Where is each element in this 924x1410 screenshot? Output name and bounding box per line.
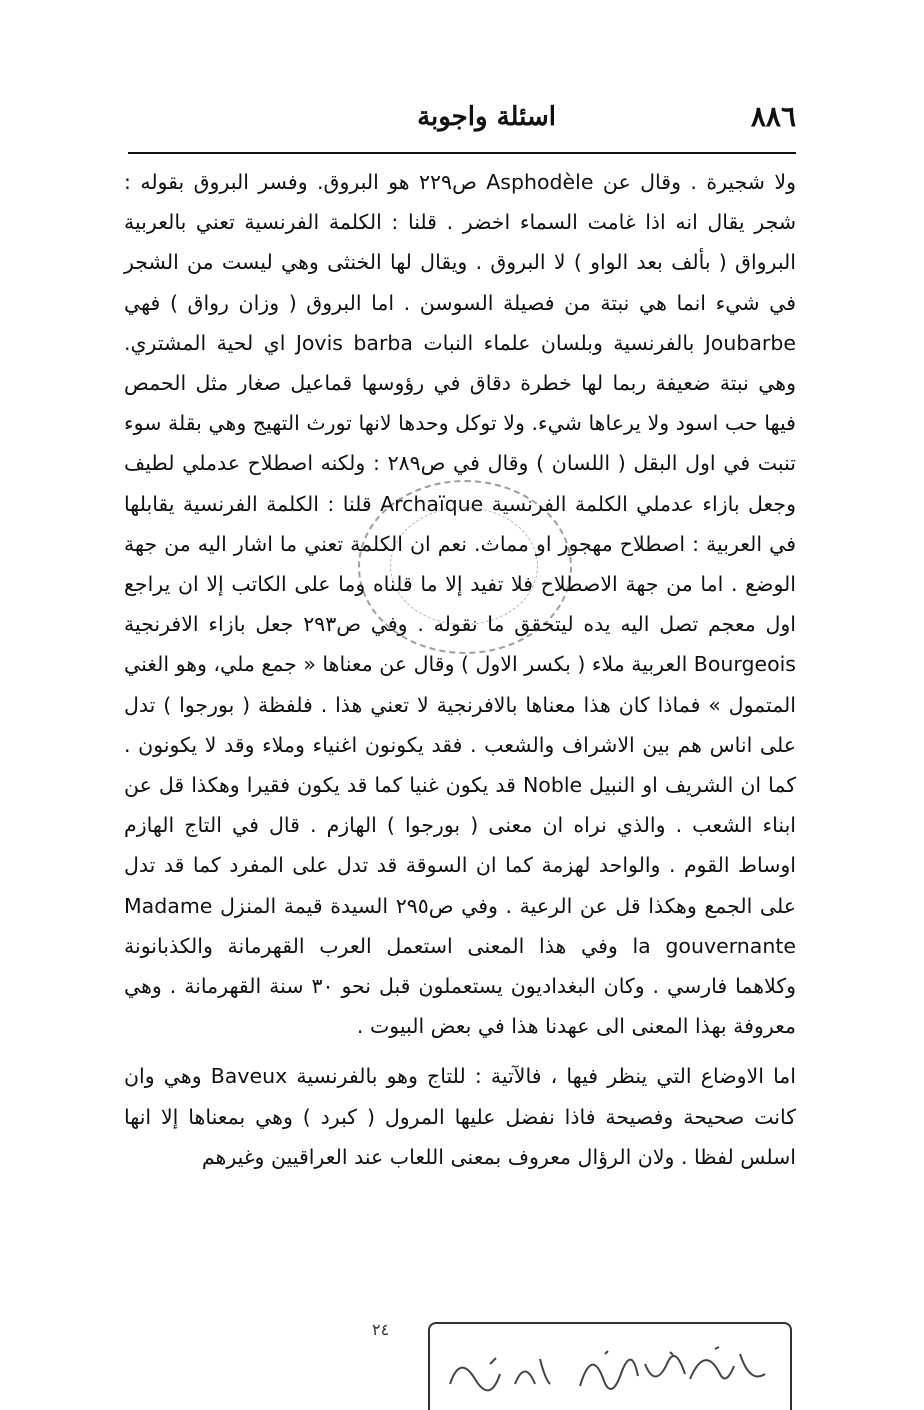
signature-stamp <box>428 1322 792 1410</box>
paragraph-2: اما الاوضاع التي ينظر فيها ، فالآتية : للتاج وهو بالفرنسية Baveux وهي وان كانت صحيحة وفصيحة فاذا نفضل عليها المرول ( كبرد ) وهي بمعناها إلا انها اسلس لفظا . ولان الرؤال معروف بمعنى اللعاب عند العراقيين وغيرهم <box>124 1064 796 1169</box>
body-text <box>124 162 796 1177</box>
signature-scribble <box>430 1324 790 1410</box>
paragraph-1: ولا شجيرة . وقال عن Asphodèle ص٢٢٩ هو البروق. وفسر البروق بقوله : شجر يقال انه اذا غامت السماء اخضر . قلنا : الكلمة الفرنسية تعني بالعربية البرواق ( بألف بعد الواو ) لا البروق . ويقال لها الخنثى وهي ليست من الشجر في شيء انما هي نبتة من فصيلة السوسن . اما البروق ( وزان رواق ) فهي Joubarbe بالفرنسية وبلسان علماء النبات Jovis barba اي لحية المشتري. وهي نبتة ضعيفة ربما لها خطرة دقاق في رؤوسها قماعيل صغار مثل الحمص فيها حب اسود ولا يرعاها شيء. ولا توكل وحدها لانها تورث التهيج وهي بقلة سوء تنبت في اول البقل ( اللسان ) وقال في ص٢٨٩ : ولكنه اصطلاح عدملي لطيف وجعل بازاء عدملي الكلمة الفرنسية Archaïque قلنا : الكلمة الفرنسية يقابلها في العربية : اصطلاح مهجور او مماث. نعم ان الكلمة تعني ما اشار اليه من جهة الوضع . اما من جهة الاصطلاح فلا تفيد إلا ما قلناه وما على الكاتب إلا ان يراجع اول معجم تصل اليه يده ليتحقق ما نقوله . وفي ص٢٩٣ جعل بازاء الافرنجية Bourgeois العربية ملاء ( بكسر الاول ) وقال عن معناها « جمع ملي، وهو الغني المتمول » فماذا كان هذا معناها بالافرنجية لا تعني هذا . فلفظة ( بورجوا ) تدل على اناس هم بين الاشراف والشعب . فقد يكونون اغنياء وملاء وقد لا يكونون . كما ان الشريف او النبيل Noble قد يكون غنيا كما قد يكون فقيرا وهكذا قل عن ابناء الشعب . والذي نراه ان معنى ( بورجوا ) الهازم . قال في التاج الهازم اوساط القوم . والواحد لهزمة كما ان السوقة قد تدل على المفرد كما قد تدل على الجمع وهكذا قل عن الرعية . وفي ص٢٩٥ السيدة قيمة المنزل Madame la gouvernante وفي هذا المعنى استعمل العرب القهرمانة والكذبانونة وكلاهما فارسي . وكان البغداديون يستعملون قبل نحو ٣٠ سنة القهرمانة . وهي معروفة بهذا المعنى الى عهدنا هذا في بعض البيوت . <box>123 170 796 1039</box>
header-rule <box>128 152 796 154</box>
page-header <box>128 100 796 146</box>
page-title: اسئلة واجوبة <box>417 102 556 132</box>
page-number: ٨٨٦ <box>750 100 796 133</box>
footer-mark: ٢٤ <box>372 1320 390 1339</box>
